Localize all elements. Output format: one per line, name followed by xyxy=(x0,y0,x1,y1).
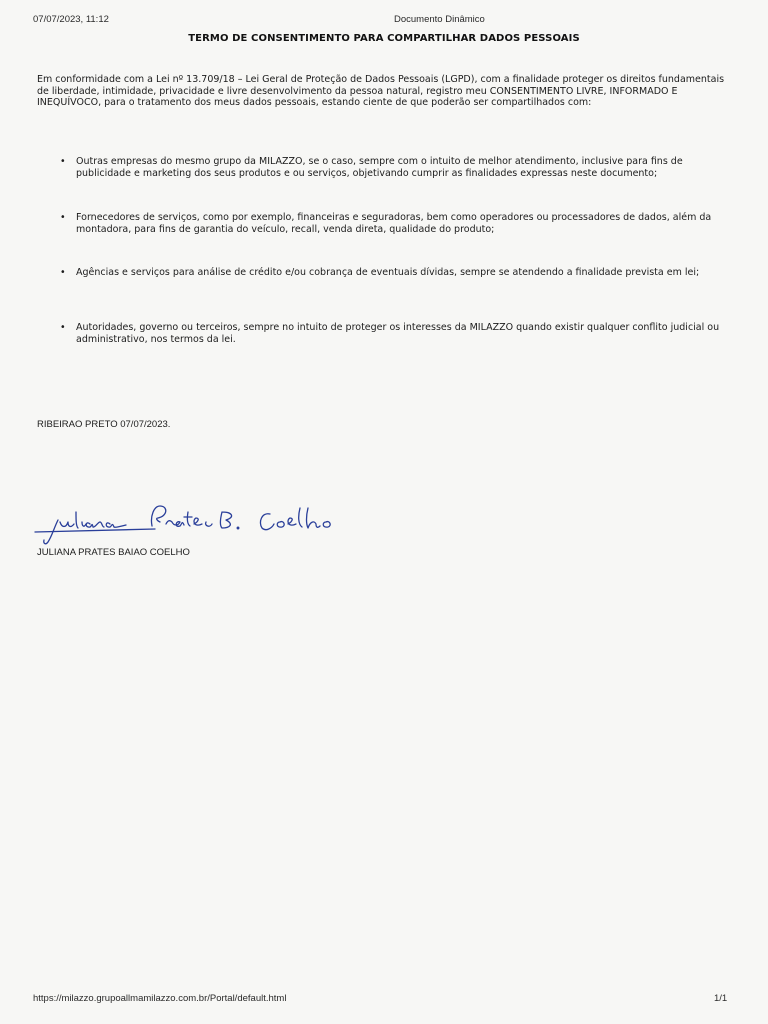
bullet-icon: • xyxy=(60,267,66,278)
print-datetime: 07/07/2023, 11:12 xyxy=(33,14,109,25)
page-number: 1/1 xyxy=(714,993,728,1004)
list-item-text: Outras empresas do mesmo grupo da MILAZZO, se o caso, sempre com o intuito de melhor atendimento, inclusive para fins de publicidade e marketing dos seus produtos e ou serviços, objetivando cumprir as finalidades expressas neste documento; xyxy=(76,156,683,179)
bullet-icon: • xyxy=(60,156,66,167)
list-item xyxy=(60,267,732,279)
list-item xyxy=(60,322,732,345)
list-item-text: Autoridades, governo ou terceiros, sempre no intuito de proteger os interesses da MILAZZO quando existir qualquer conflito judicial ou administrativo, nos termos da lei. xyxy=(76,322,720,345)
page-url: https://milazzo.grupoallmamilazzo.com.br/Portal/default.html xyxy=(33,993,287,1004)
intro-paragraph: Em conformidade com a Lei nº 13.709/18 – Lei Geral de Proteção de Dados Pessoais (LGPD), com a finalidade proteger os direitos fundamentais de liberdade, intimidade, privacidade e livre desenvolvimento da pessoa natural, registro meu CONSENTIMENTO LIVRE, INFORMADO E INEQUÍVOCO, para o tratamento dos meus dados pessoais, estando ciente de que poderão ser compartilhados com: xyxy=(37,74,725,108)
bullet-icon: • xyxy=(60,322,66,333)
place-date: RIBEIRAO PRETO 07/07/2023. xyxy=(37,419,171,430)
list-item xyxy=(60,212,732,235)
document-title: TERMO DE CONSENTIMENTO PARA COMPARTILHAR DADOS PESSOAIS xyxy=(188,33,580,44)
list-item-text: Agências e serviços para análise de crédito e/ou cobrança de eventuais dívidas, sempre se atendendo a finalidade prevista em lei; xyxy=(76,267,700,278)
bullet-icon: • xyxy=(60,212,66,223)
handwritten-signature xyxy=(30,498,350,548)
list-item xyxy=(60,156,732,179)
signer-name: JULIANA PRATES BAIAO COELHO xyxy=(37,547,190,558)
list-item-text: Fornecedores de serviços, como por exemplo, financeiras e seguradoras, bem como operadores ou processadores de dados, além da montadora, para fins de garantia do veículo, recall, venda direta, qualidade do produto; xyxy=(76,212,712,235)
print-document-type: Documento Dinâmico xyxy=(394,14,485,25)
